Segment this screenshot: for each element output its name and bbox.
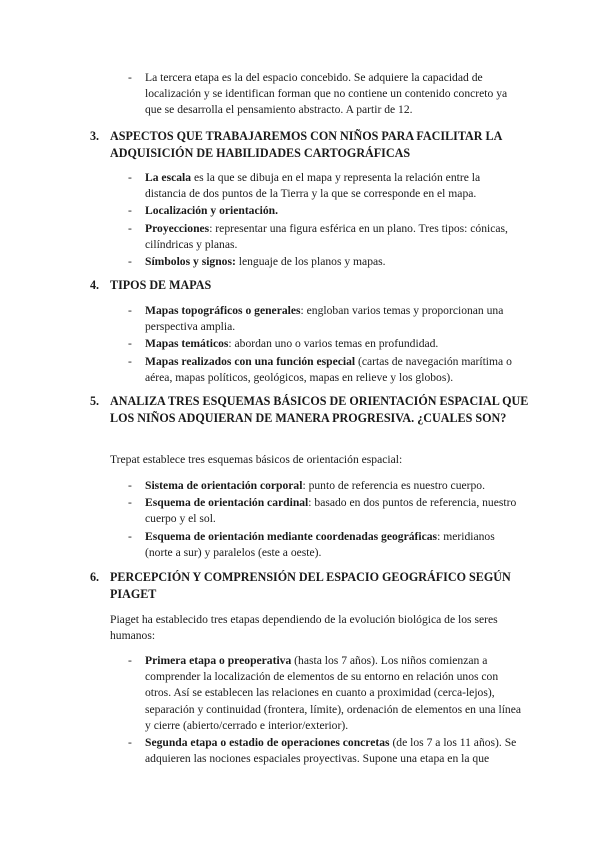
item-text: lenguaje de los planos y mapas. <box>235 255 386 269</box>
list-item <box>0 478 600 494</box>
section-number: 5. <box>90 394 100 408</box>
item-text: : punto de referencia es nuestro cuerpo. <box>302 479 485 492</box>
bullet-dash: - <box>128 654 132 667</box>
section-number: 3. <box>90 129 100 143</box>
list-item <box>0 495 600 527</box>
item-term: Sistema de orientación corporal <box>145 479 303 492</box>
section-6-paragraph: Piaget ha establecido tres etapas dependiendo de la evolución biológica de los seres humanos: <box>110 613 498 643</box>
list-item <box>0 203 600 219</box>
list-item <box>0 336 600 352</box>
item-text: : abordan uno o varios temas en profundidad. <box>228 337 439 351</box>
item-term: Primera etapa o preoperativa <box>145 654 292 667</box>
item-term: Mapas realizados con una función especial <box>145 354 356 368</box>
item-text: es la que se dibuja en el mapa y representa la relación entre la distancia de dos puntos de la Tierra y la que se corresponde en el mapa. <box>145 171 481 201</box>
item-text: La tercera etapa es la del espacio concebido. Se adquiere la capacidad de localización y se identifican forman que no contiene un contenido concreto ya que se desarrolla el pensamiento abstracto. A partir de 12. <box>145 71 508 117</box>
list-item <box>0 170 600 202</box>
item-text: : representar una figura esférica en un plano. Tres tipos: cónicas, cilíndricas y planas. <box>145 221 508 251</box>
bullet-dash: - <box>128 71 132 84</box>
section-title: PERCEPCIÓN Y COMPRENSIÓN DEL ESPACIO GEOGRÁFICO SEGÚN PIAGET <box>110 570 511 601</box>
item-text: : basado en dos puntos de referencia, nuestro cuerpo y el sol. <box>145 496 517 526</box>
bullet-dash: - <box>128 337 132 351</box>
item-text: (hasta los 7 años). Los niños comienzan a comprender la localización de elementos de su entorno en relación unos con otros. Así se establecen las relaciones en cuanto a proximidad (cerca-lejos), separación y continuidad (frontera, límite), ordenación de elementos en una línea y cierre (abierto/cerrado e interior/exterior). <box>145 654 522 732</box>
bullet-dash: - <box>128 221 132 235</box>
list-item <box>0 221 600 253</box>
item-text: (de los 7 a los 11 años). Se adquieren las nociones espaciales proyectivas. Supone una etapa en la que <box>145 736 517 766</box>
item-text: : engloban varios temas y proporcionan una perspectiva amplia. <box>145 304 504 334</box>
section-number: 4. <box>90 278 100 292</box>
list-item <box>0 70 600 119</box>
list-item <box>0 254 600 270</box>
list-item <box>0 303 600 335</box>
section-3-list <box>0 170 600 271</box>
section-number: 6. <box>90 570 100 584</box>
item-term: Símbolos y signos: <box>145 255 236 269</box>
bullet-dash: - <box>128 496 132 510</box>
section-3-heading <box>90 128 530 162</box>
item-text: : meridianos (norte a sur) y paralelos (este a oeste). <box>145 529 495 559</box>
item-term: Esquema de orientación cardinal <box>145 496 309 510</box>
section-6-heading <box>90 569 530 603</box>
bullet-dash: - <box>128 529 132 543</box>
section-5-paragraph: Trepat establece tres esquemas básicos de orientación espacial: <box>110 453 403 466</box>
section-title: ASPECTOS QUE TRABAJAREMOS CON NIÑOS PARA FACILITAR LA ADQUISICIÓN DE HABILIDADES CARTOGRÁFICAS <box>110 129 502 160</box>
list-item <box>0 653 600 734</box>
list-item <box>0 354 600 386</box>
item-term: Mapas topográficos o generales <box>145 304 301 317</box>
intro-list <box>0 70 600 120</box>
section-title: TIPOS DE MAPAS <box>110 278 212 292</box>
item-term: La escala <box>145 171 192 184</box>
item-text: (cartas de navegación marítima o aérea, mapas políticos, geológicos, mapas en relieve y los globos). <box>145 354 512 384</box>
item-term: Proyecciones <box>145 221 210 235</box>
item-term: Mapas temáticos <box>145 337 229 351</box>
bullet-dash: - <box>128 736 132 750</box>
section-4-heading <box>90 277 530 294</box>
bullet-dash: - <box>128 304 132 317</box>
section-title: ANALIZA TRES ESQUEMAS BÁSICOS DE ORIENTACIÓN ESPACIAL QUE LOS NIÑOS ADQUIERAN DE MANERA PROGRESIVA. ¿CUALES SON? <box>110 394 529 425</box>
section-4-list <box>0 303 600 387</box>
list-item <box>0 735 600 767</box>
bullet-dash: - <box>128 255 132 269</box>
item-term: Localización y orientación. <box>145 204 278 218</box>
bullet-dash: - <box>128 171 132 184</box>
section-5-list <box>0 478 600 562</box>
bullet-dash: - <box>128 354 132 368</box>
section-5-heading <box>90 393 530 427</box>
item-term: Segunda etapa o estadio de operaciones concretas <box>145 736 390 750</box>
list-item <box>0 529 600 561</box>
item-term: Esquema de orientación mediante coordenadas geográficas <box>145 529 438 543</box>
section-6-list <box>0 653 600 768</box>
bullet-dash: - <box>128 479 132 492</box>
bullet-dash: - <box>128 204 132 218</box>
